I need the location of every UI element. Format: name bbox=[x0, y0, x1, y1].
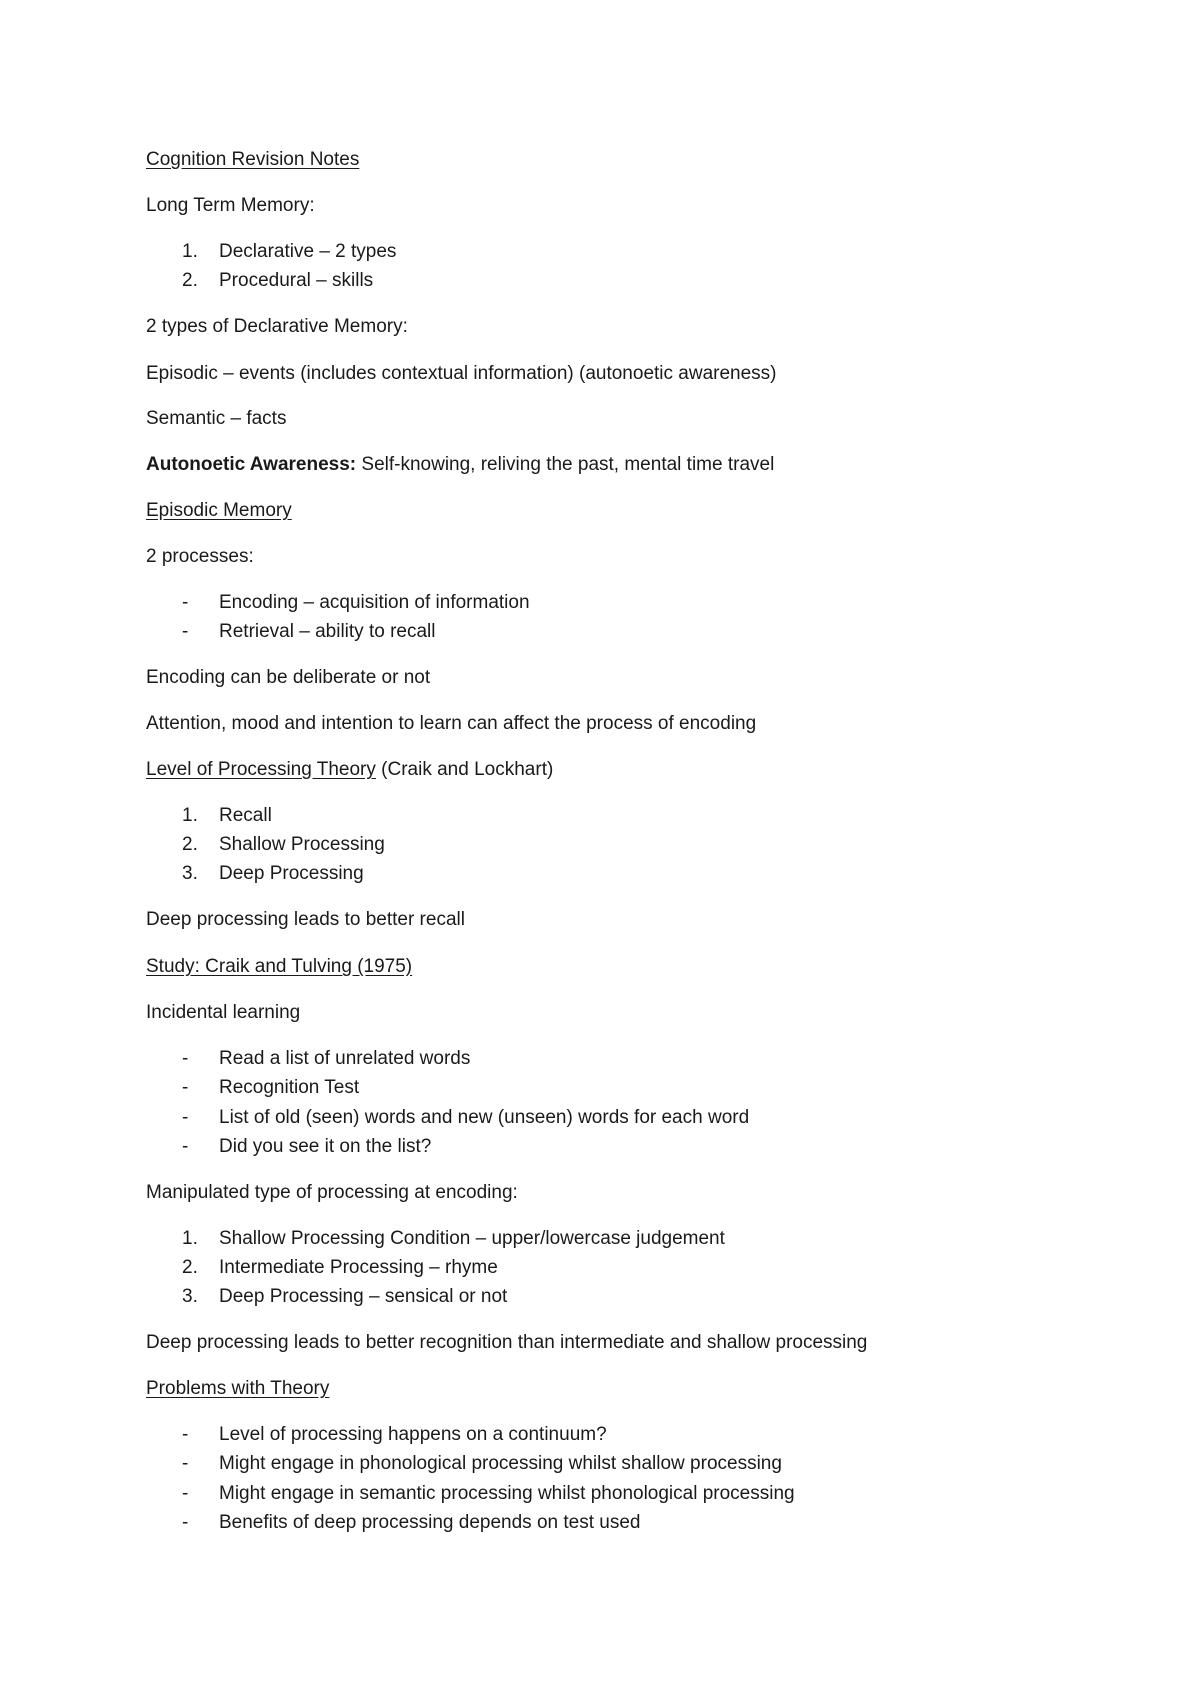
list-item: List of old (seen) words and new (unseen) words for each word bbox=[219, 1107, 750, 1128]
lop-heading-line bbox=[146, 758, 553, 782]
list-item: Shallow Processing bbox=[219, 834, 385, 855]
list-marker: 1. bbox=[182, 241, 198, 262]
list-item: Level of processing happens on a continuum? bbox=[219, 1424, 607, 1445]
deep-recall: Deep processing leads to better recall bbox=[146, 909, 465, 930]
list-item: Intermediate Processing – rhyme bbox=[219, 1257, 498, 1278]
study-heading: Study: Craik and Tulving (1975) bbox=[146, 956, 413, 977]
list-item: Might engage in semantic processing whilst phonological processing bbox=[219, 1483, 795, 1504]
ltm-heading: Long Term Memory: bbox=[146, 195, 315, 216]
list-marker: - bbox=[182, 1424, 189, 1445]
lop-heading: Level of Processing Theory bbox=[146, 759, 376, 780]
list-marker: - bbox=[182, 1453, 189, 1474]
list-marker: 2. bbox=[182, 1257, 198, 1278]
incidental-learning: Incidental learning bbox=[146, 1002, 301, 1023]
list-item: Procedural – skills bbox=[219, 270, 374, 291]
list-item: Declarative – 2 types bbox=[219, 241, 397, 262]
list-marker: - bbox=[182, 1048, 189, 1069]
list-item: Encoding – acquisition of information bbox=[219, 592, 530, 613]
list-item: Did you see it on the list? bbox=[219, 1136, 432, 1157]
encoding-deliberate: Encoding can be deliberate or not bbox=[146, 667, 431, 688]
list-item: Might engage in phonological processing whilst shallow processing bbox=[219, 1453, 782, 1474]
declarative-heading: 2 types of Declarative Memory: bbox=[146, 316, 408, 337]
list-marker: 1. bbox=[182, 1228, 198, 1249]
list-item: Shallow Processing Condition – upper/lowercase judgement bbox=[219, 1228, 725, 1249]
list-item: Deep Processing – sensical or not bbox=[219, 1286, 508, 1307]
list-item: Recognition Test bbox=[219, 1077, 360, 1098]
list-marker: - bbox=[182, 1077, 189, 1098]
list-marker: - bbox=[182, 621, 189, 642]
autonoetic-line bbox=[146, 453, 774, 477]
episodic-heading: Episodic Memory bbox=[146, 500, 292, 521]
list-marker: - bbox=[182, 1136, 189, 1157]
list-marker: - bbox=[182, 1483, 189, 1504]
list-marker: 2. bbox=[182, 834, 198, 855]
semantic-definition: Semantic – facts bbox=[146, 408, 287, 429]
encoding-affect: Attention, mood and intention to learn can affect the process of encoding bbox=[146, 713, 757, 734]
list-marker: - bbox=[182, 1512, 189, 1533]
episodic-definition: Episodic – events (includes contextual information) (autonoetic awareness) bbox=[146, 363, 777, 384]
list-marker: 3. bbox=[182, 863, 198, 884]
autonoetic-definition: Self-knowing, reliving the past, mental time travel bbox=[361, 454, 775, 475]
list-marker: 2. bbox=[182, 270, 198, 291]
manipulated-heading: Manipulated type of processing at encoding: bbox=[146, 1182, 518, 1203]
list-marker: 1. bbox=[182, 805, 198, 826]
list-marker: - bbox=[182, 1107, 189, 1128]
deep-recognition: Deep processing leads to better recognition than intermediate and shallow processing bbox=[146, 1332, 868, 1353]
list-item: Retrieval – ability to recall bbox=[219, 621, 436, 642]
list-item: Benefits of deep processing depends on test used bbox=[219, 1512, 641, 1533]
list-item: Recall bbox=[219, 805, 272, 826]
autonoetic-term: Autonoetic Awareness: bbox=[146, 454, 357, 475]
list-marker: - bbox=[182, 592, 189, 613]
list-item: Read a list of unrelated words bbox=[219, 1048, 471, 1069]
document-title: Cognition Revision Notes bbox=[146, 149, 360, 170]
processes-heading: 2 processes: bbox=[146, 546, 254, 567]
problems-heading: Problems with Theory bbox=[146, 1378, 330, 1399]
list-item: Deep Processing bbox=[219, 863, 364, 884]
list-marker: 3. bbox=[182, 1286, 198, 1307]
lop-authors: (Craik and Lockhart) bbox=[381, 759, 554, 780]
